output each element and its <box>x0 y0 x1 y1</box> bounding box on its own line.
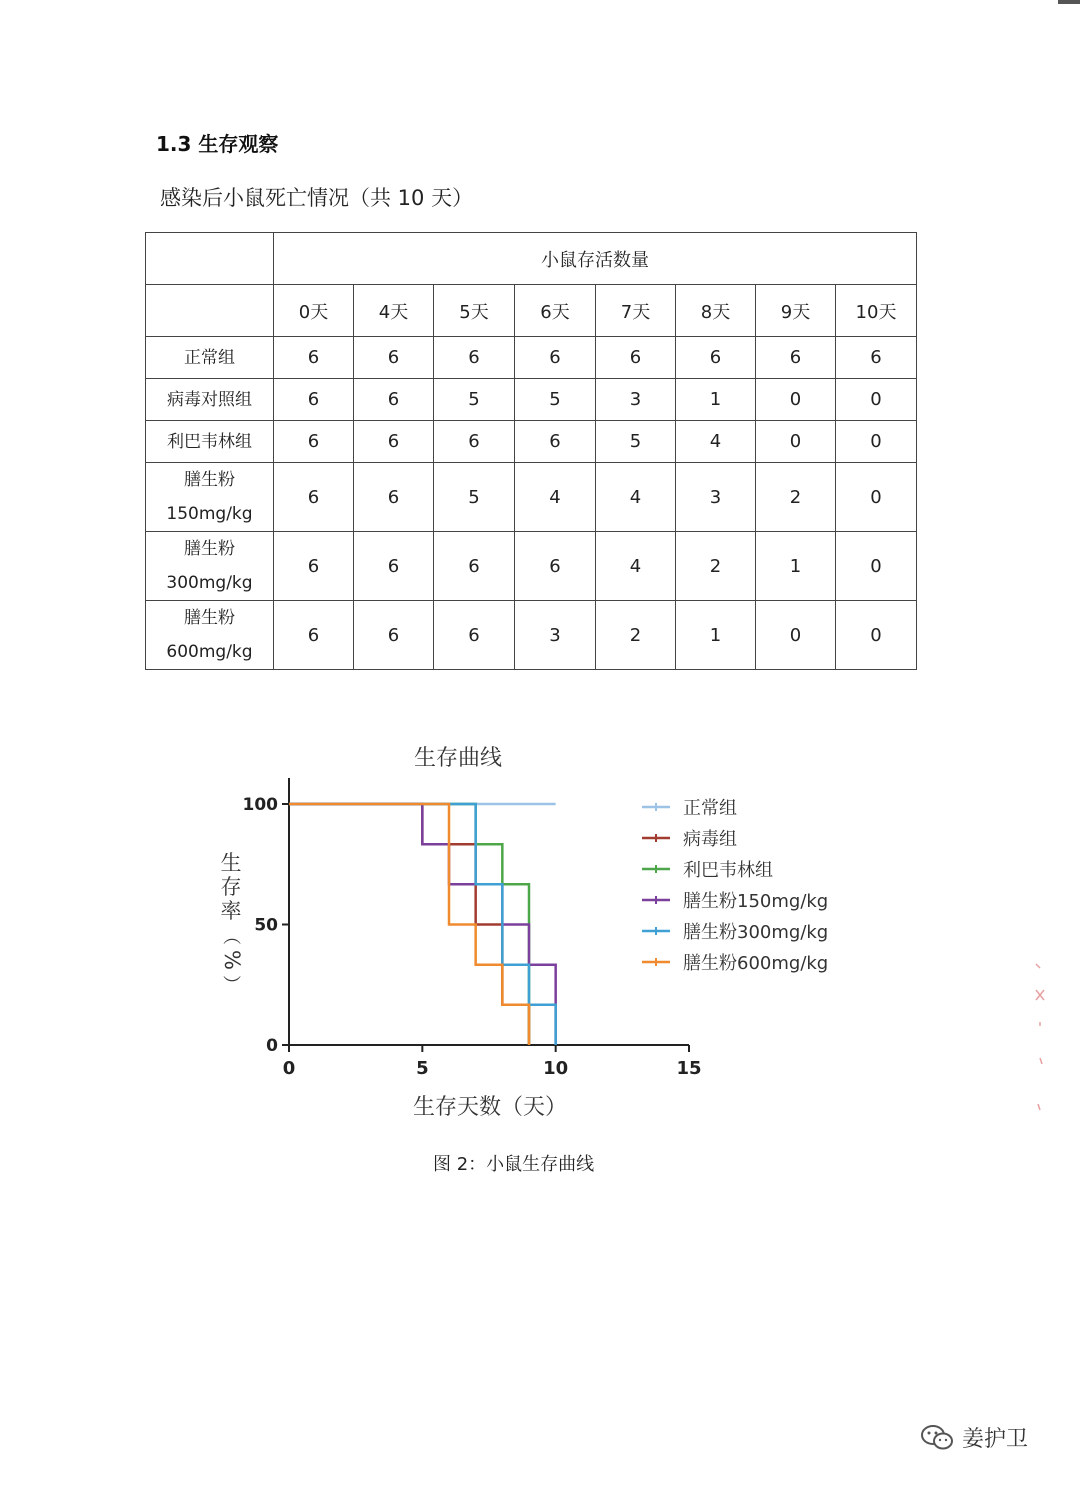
survivor-count-cell: 6 <box>274 379 354 421</box>
x-tick-label: 5 <box>416 1058 429 1079</box>
group-name: 病毒对照组 <box>167 389 252 410</box>
survivor-count-cell: 6 <box>434 337 515 379</box>
survivor-count-cell: 6 <box>274 601 354 670</box>
survivor-count-cell: 6 <box>354 601 434 670</box>
day-header: 4天 <box>354 285 434 337</box>
legend-label: 膳生粉150mg/kg <box>683 891 829 912</box>
survivor-count-cell: 0 <box>836 601 917 670</box>
wechat-icon <box>920 1424 954 1452</box>
survivor-count-cell: 6 <box>274 337 354 379</box>
survivor-count-cell: 4 <box>515 463 596 532</box>
group-name: 膳生粉 <box>184 470 235 490</box>
survivor-count-cell: 5 <box>434 379 515 421</box>
survivor-count-cell: 6 <box>836 337 917 379</box>
survivor-count-cell: 5 <box>596 421 676 463</box>
survivor-count-cell: 3 <box>596 379 676 421</box>
group-name: 正常组 <box>184 347 235 368</box>
survivor-count-cell: 6 <box>434 532 515 601</box>
legend-label: 膳生粉600mg/kg <box>683 953 829 974</box>
survivor-count-cell: 6 <box>515 337 596 379</box>
section-heading: 1.3 生存观察 <box>156 132 279 156</box>
legend-label: 膳生粉300mg/kg <box>683 922 829 943</box>
y-axis-label-char: % <box>220 950 244 970</box>
survivor-count-cell: 6 <box>354 532 434 601</box>
figure-caption: 图 2：小鼠生存曲线 <box>433 1154 595 1175</box>
survivor-count-cell: 6 <box>274 532 354 601</box>
survivor-count-cell: 6 <box>676 337 756 379</box>
legend-label: 病毒组 <box>683 829 737 850</box>
group-header: 小鼠存活数量 <box>274 233 917 285</box>
group-name: 膳生粉 <box>184 539 235 559</box>
y-axis-label-char: 率 <box>220 899 242 923</box>
survivor-count-cell: 6 <box>354 337 434 379</box>
legend-label: 正常组 <box>683 798 737 819</box>
survivor-count-cell: 4 <box>676 421 756 463</box>
x-tick-label: 15 <box>676 1058 702 1079</box>
chart-title: 生存曲线 <box>413 746 503 771</box>
y-tick-label: 0 <box>266 1036 278 1056</box>
survivor-count-cell: 6 <box>434 421 515 463</box>
survivor-count-cell: 6 <box>354 421 434 463</box>
survivor-count-cell: 4 <box>596 532 676 601</box>
survivor-count-cell: 6 <box>354 379 434 421</box>
survivor-count-cell: 2 <box>676 532 756 601</box>
legend-label: 利巴韦林组 <box>683 860 773 881</box>
y-axis-label-char: 生 <box>220 851 242 875</box>
x-axis-label: 生存天数（天） <box>412 1095 568 1120</box>
table-caption: 感染后小鼠死亡情况（共 10 天） <box>160 186 474 210</box>
y-tick-label: 100 <box>242 795 278 815</box>
day-header: 10天 <box>836 285 917 337</box>
group-name: 利巴韦林组 <box>167 431 252 452</box>
y-axis-label-char: ） <box>220 975 241 993</box>
watermark <box>920 1422 1028 1453</box>
watermark-text: 姜护卫 <box>962 1427 1029 1452</box>
survivor-count-cell: 0 <box>836 421 917 463</box>
group-name: 膳生粉 <box>184 608 235 628</box>
survivor-count-cell: 5 <box>434 463 515 532</box>
survivor-count-cell: 0 <box>836 532 917 601</box>
day-header: 5天 <box>434 285 515 337</box>
day-header: 7天 <box>596 285 676 337</box>
survivor-count-cell: 4 <box>596 463 676 532</box>
margin-marks <box>1030 960 1050 1120</box>
survivor-count-cell: 1 <box>756 532 836 601</box>
survivor-count-cell: 0 <box>836 463 917 532</box>
survivor-count-cell: 1 <box>676 601 756 670</box>
y-axis-label-char: 存 <box>220 875 242 899</box>
x-tick-label: 0 <box>282 1058 296 1079</box>
survivor-count-cell: 5 <box>515 379 596 421</box>
survivor-count-cell: 1 <box>676 379 756 421</box>
y-axis-label-char: （ <box>220 927 241 945</box>
survivor-count-cell: 3 <box>676 463 756 532</box>
day-header: 0天 <box>274 285 354 337</box>
survivor-count-cell: 2 <box>756 463 836 532</box>
survivor-count-cell: 0 <box>756 601 836 670</box>
survivor-count-cell: 0 <box>756 379 836 421</box>
series-line <box>289 804 556 1045</box>
survivor-count-cell: 6 <box>274 463 354 532</box>
survivor-count-cell: 3 <box>515 601 596 670</box>
survivor-count-cell: 6 <box>596 337 676 379</box>
group-dose: 300mg/kg <box>166 573 253 593</box>
group-dose: 600mg/kg <box>166 642 253 662</box>
survivor-count-cell: 6 <box>274 421 354 463</box>
day-header: 6天 <box>515 285 596 337</box>
survivor-count-cell: 2 <box>596 601 676 670</box>
survivor-count-cell: 0 <box>836 379 917 421</box>
survivor-count-cell: 0 <box>756 421 836 463</box>
survivor-count-cell: 6 <box>756 337 836 379</box>
series-line <box>289 804 529 1045</box>
survivor-count-cell: 6 <box>354 463 434 532</box>
day-header: 8天 <box>676 285 756 337</box>
y-tick-label: 50 <box>254 915 278 936</box>
survivor-count-cell: 6 <box>434 601 515 670</box>
day-header: 9天 <box>756 285 836 337</box>
x-tick-label: 10 <box>543 1058 569 1079</box>
survivor-count-cell: 6 <box>515 421 596 463</box>
group-dose: 150mg/kg <box>166 504 253 524</box>
survivor-count-cell: 6 <box>515 532 596 601</box>
